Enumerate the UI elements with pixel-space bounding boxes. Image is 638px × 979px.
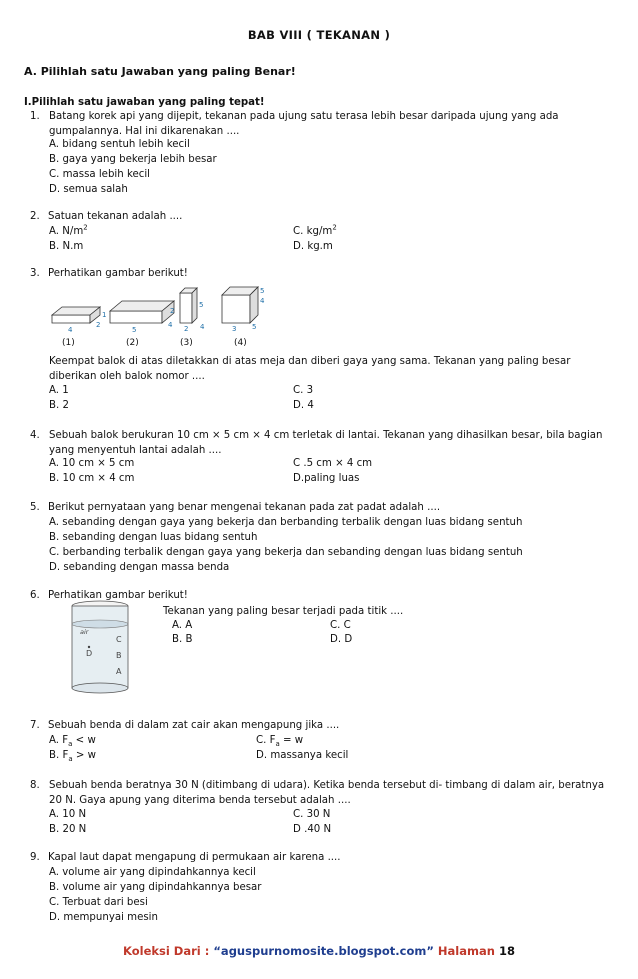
question-number: 5. [30, 502, 40, 513]
svg-text:3: 3 [232, 325, 237, 333]
block-1 [52, 315, 90, 323]
svg-text:5: 5 [199, 301, 204, 309]
svg-text:B: B [116, 651, 122, 660]
option: A. 10 cm × 5 cm [49, 458, 135, 469]
question-text: Berikut pernyataan yang benar mengenai tekanan pada zat padat adalah .... [48, 502, 441, 513]
question-7 [30, 720, 339, 731]
question-5 [30, 502, 440, 513]
option: D. mempunyai mesin [49, 912, 158, 923]
option: B. volume air yang dipindahkannya besar [49, 882, 262, 893]
option: A. $N/m^2$ [49, 223, 88, 237]
question-3-stem: Keempat balok di atas diletakkan di atas meja dan diberi gaya yang sama. Tekanan yang paling besar diberikan oleh balok nomor .... [49, 356, 571, 382]
option: B. 2 [49, 400, 69, 411]
option: D.paling luas [293, 473, 360, 484]
question-number: 4. [30, 430, 40, 441]
page-footer: Koleksi Dari : “aguspurnomosite.blogspot.com” Halaman 18 [123, 944, 515, 958]
question-number: 3. [30, 268, 40, 279]
option: C. 30 N [293, 809, 331, 820]
question-text: Batang korek api yang dijepit, tekanan pada ujung satu terasa lebih besar daripada ujung yang ada gumpalannya. Hal ini dikarenakan .... [49, 111, 559, 137]
footer-koleksi: Koleksi Dari [123, 944, 201, 958]
block-3 [180, 293, 192, 323]
option: A. 1 [49, 385, 69, 396]
option: B. $F_a > w$ [49, 750, 96, 764]
svg-text:5: 5 [132, 326, 137, 334]
option: D. kg.m [293, 241, 333, 252]
footer-site-link[interactable]: “aguspurnomosite.blogspot.com” [213, 944, 434, 958]
option: C. 3 [293, 385, 314, 396]
question-1 [30, 109, 610, 139]
block-2 [110, 311, 162, 323]
svg-text:5: 5 [260, 287, 265, 295]
question-text: Perhatikan gambar berikut! [48, 268, 188, 279]
option: B. N.m [49, 241, 84, 252]
question-number: 1. [30, 111, 40, 122]
option: A. A [172, 620, 193, 631]
svg-text:2: 2 [184, 325, 189, 333]
svg-text:4: 4 [168, 321, 173, 329]
option: C. $F_a = w$ [256, 735, 304, 749]
svg-text:2: 2 [96, 321, 101, 329]
question-9 [30, 852, 341, 863]
blocks-figure [40, 283, 280, 351]
beaker-figure [66, 598, 134, 696]
footer-halaman: Halaman [437, 944, 495, 958]
svg-text:C: C [116, 635, 122, 644]
question-number: 9. [30, 852, 40, 863]
svg-text:A: A [116, 667, 122, 676]
option: D .40 N [293, 824, 332, 835]
option: D. D [330, 634, 353, 645]
figure-label: (3) [180, 338, 193, 348]
question-number: 8. [30, 780, 40, 791]
option: D. 4 [293, 400, 314, 411]
svg-text:4: 4 [260, 297, 265, 305]
svg-text:2: 2 [170, 307, 175, 315]
question-text: Sebuah benda di dalam zat cair akan mengapung jika .... [48, 720, 340, 731]
question-3 [30, 268, 188, 279]
question-text: Satuan tekanan adalah .... [48, 211, 183, 222]
figure-label: (1) [62, 338, 75, 348]
question-6-stem: Tekanan yang paling besar terjadi pada titik .... [163, 606, 404, 617]
page-number: 18 [498, 944, 515, 958]
option: D. semua salah [49, 184, 128, 195]
option: B. sebanding dengan luas bidang sentuh [49, 532, 258, 543]
figure-label: (2) [126, 338, 139, 348]
question-number: 7. [30, 720, 40, 731]
question-number: 2. [30, 211, 40, 222]
option: B. 10 cm × 4 cm [49, 473, 135, 484]
option: C. massa lebih kecil [49, 169, 151, 180]
option: C. C [330, 620, 351, 631]
question-number: 6. [30, 590, 40, 601]
svg-text:1: 1 [102, 311, 107, 319]
option: D. sebanding dengan massa benda [49, 562, 230, 573]
page-title: BAB VIII ( TEKANAN ) [247, 28, 391, 42]
svg-text:4: 4 [68, 326, 73, 334]
question-text: Kapal laut dapat mengapung di permukaan air karena .... [48, 852, 341, 863]
option: A. volume air yang dipindahkannya kecil [49, 867, 256, 878]
question-4 [30, 428, 610, 458]
option: A. sebanding dengan gaya yang bekerja dan berbanding terbalik dengan luas bidang sentuh [49, 517, 523, 528]
question-text: Sebuah balok berukuran 10 cm × 5 cm × 4 cm terletak di lantai. Tekanan yang dihasilkan besar, bila bagian yang menyentuh lantai adalah .... [49, 430, 603, 456]
option: C .5 cm × 4 cm [293, 458, 373, 469]
figure-label: (4) [234, 338, 247, 348]
question-text: Sebuah benda beratnya 30 N (ditimbang di udara). Ketika benda tersebut di- timbang di dalam air, beratnya 20 N. Gaya apung yang diterima benda tersebut adalah .... [49, 780, 605, 806]
option: C. berbanding terbalik dengan gaya yang bekerja dan sebanding dengan luas bidang sentuh [49, 547, 523, 558]
question-text: Perhatikan gambar berikut! [48, 590, 188, 601]
question-2 [30, 211, 182, 222]
option: B. gaya yang bekerja lebih besar [49, 154, 217, 165]
option: A. $F_a < w$ [49, 735, 96, 749]
block-4 [222, 295, 250, 323]
option: C. $kg/m^2$ [293, 223, 337, 237]
svg-text:5: 5 [252, 323, 257, 331]
section-i-heading: I.Pilihlah satu jawaban yang paling tepat! [24, 97, 265, 108]
air-label: air [80, 628, 89, 636]
option: A. bidang sentuh lebih kecil [49, 139, 190, 150]
option: D. massanya kecil [256, 750, 349, 761]
svg-text:D: D [86, 649, 93, 658]
svg-text:4: 4 [200, 323, 205, 331]
option: A. 10 N [49, 809, 87, 820]
option: B. B [172, 634, 193, 645]
section-a-heading: A. Pilihlah satu Jawaban yang paling Benar! [24, 65, 296, 78]
question-8 [30, 778, 612, 808]
option: B. 20 N [49, 824, 87, 835]
option: C. Terbuat dari besi [49, 897, 148, 908]
